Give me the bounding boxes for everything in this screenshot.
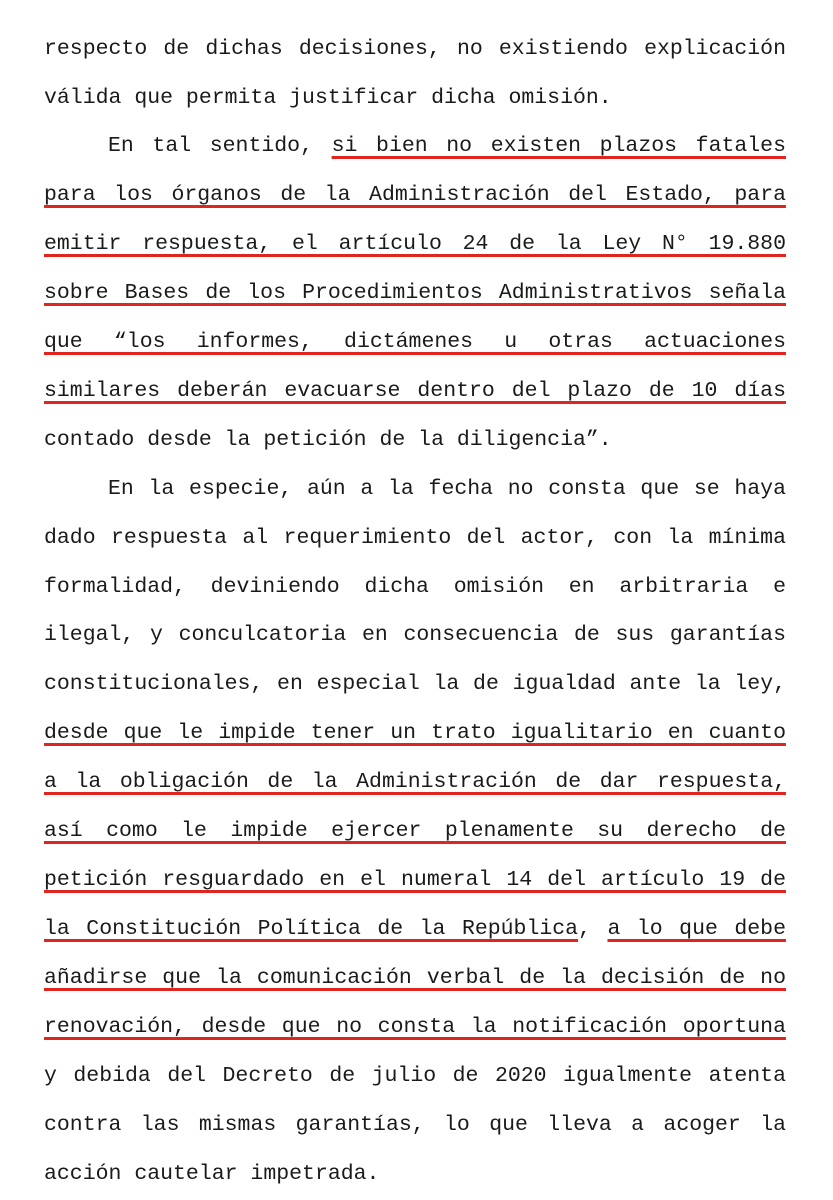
text-run: y debida del Decreto de julio de 2020 igualmente atenta — [44, 1064, 786, 1088]
underlined-text: que “los informes, dictámenes u otras actuaciones — [44, 330, 786, 354]
text-run: formalidad, deviniendo dicha omisión en arbitraria e — [44, 575, 786, 599]
underlined-text: petición resguardado en el numeral 14 del artículo 19 de — [44, 868, 786, 892]
underlined-text: sobre Bases de los Procedimientos Administrativos señala — [44, 281, 786, 305]
text-line — [44, 1161, 786, 1187]
text-line — [44, 1063, 786, 1089]
text-line — [44, 818, 786, 844]
text-line — [44, 769, 786, 795]
text-run: En la especie, aún a la fecha no consta que se haya — [108, 477, 786, 501]
paragraph-first-line — [108, 133, 786, 159]
text-run: En tal sentido, — [108, 134, 313, 158]
text-line — [44, 720, 786, 746]
text-run: dado respuesta al requerimiento del actor, con la mínima — [44, 526, 786, 550]
paragraph-first-line — [108, 476, 786, 502]
text-run: válida que permita justificar dicha omisión. — [44, 86, 612, 110]
text-line — [44, 329, 786, 355]
underlined-text: renovación, desde que no consta la notificación oportuna — [44, 1015, 786, 1039]
text-run: contado desde la petición de la diligencia”. — [44, 428, 612, 452]
text-line — [44, 1112, 786, 1138]
text-line — [44, 916, 786, 942]
underlined-text: añadirse que la comunicación verbal de la decisión de no — [44, 966, 786, 990]
underlined-text: emitir respuesta, el artículo 24 de la Ley N° 19.880 — [44, 232, 786, 256]
text-line — [44, 671, 786, 697]
text-run: ilegal, y conculcatoria en consecuencia de sus garantías — [44, 623, 786, 647]
underlined-text: la Constitución Política de la República — [44, 917, 579, 941]
underlined-text: a la obligación de la Administración de dar respuesta, — [44, 770, 786, 794]
text-run: respecto de dichas decisiones, no existiendo explicación — [44, 37, 786, 61]
underlined-text: así como le impide ejercer plenamente su derecho de — [44, 819, 786, 843]
text-line — [44, 85, 786, 111]
text-line — [44, 574, 786, 600]
text-line — [44, 427, 786, 453]
text-line — [44, 525, 786, 551]
text-run: , — [578, 917, 591, 941]
underlined-text: a lo que debe — [607, 917, 786, 941]
text-run: contra las mismas garantías, lo que lleva a acoger la — [44, 1113, 786, 1137]
text-line — [44, 36, 786, 62]
text-run: constitucionales, en especial la de igualdad ante la ley, — [44, 672, 786, 696]
text-line — [44, 867, 786, 893]
underlined-text: similares deberán evacuarse dentro del plazo de 10 días — [44, 379, 786, 403]
text-line — [44, 1014, 786, 1040]
text-line — [44, 231, 786, 257]
text-line — [44, 182, 786, 208]
text-run: acción cautelar impetrada. — [44, 1162, 380, 1186]
text-line — [44, 378, 786, 404]
underlined-text: desde que le impide tener un trato igualitario en cuanto — [44, 721, 786, 745]
text-line — [44, 280, 786, 306]
underlined-text: para los órganos de la Administración del Estado, para — [44, 183, 786, 207]
underlined-text: si bien no existen plazos fatales — [331, 134, 786, 158]
text-line — [44, 965, 786, 991]
text-line — [44, 622, 786, 648]
